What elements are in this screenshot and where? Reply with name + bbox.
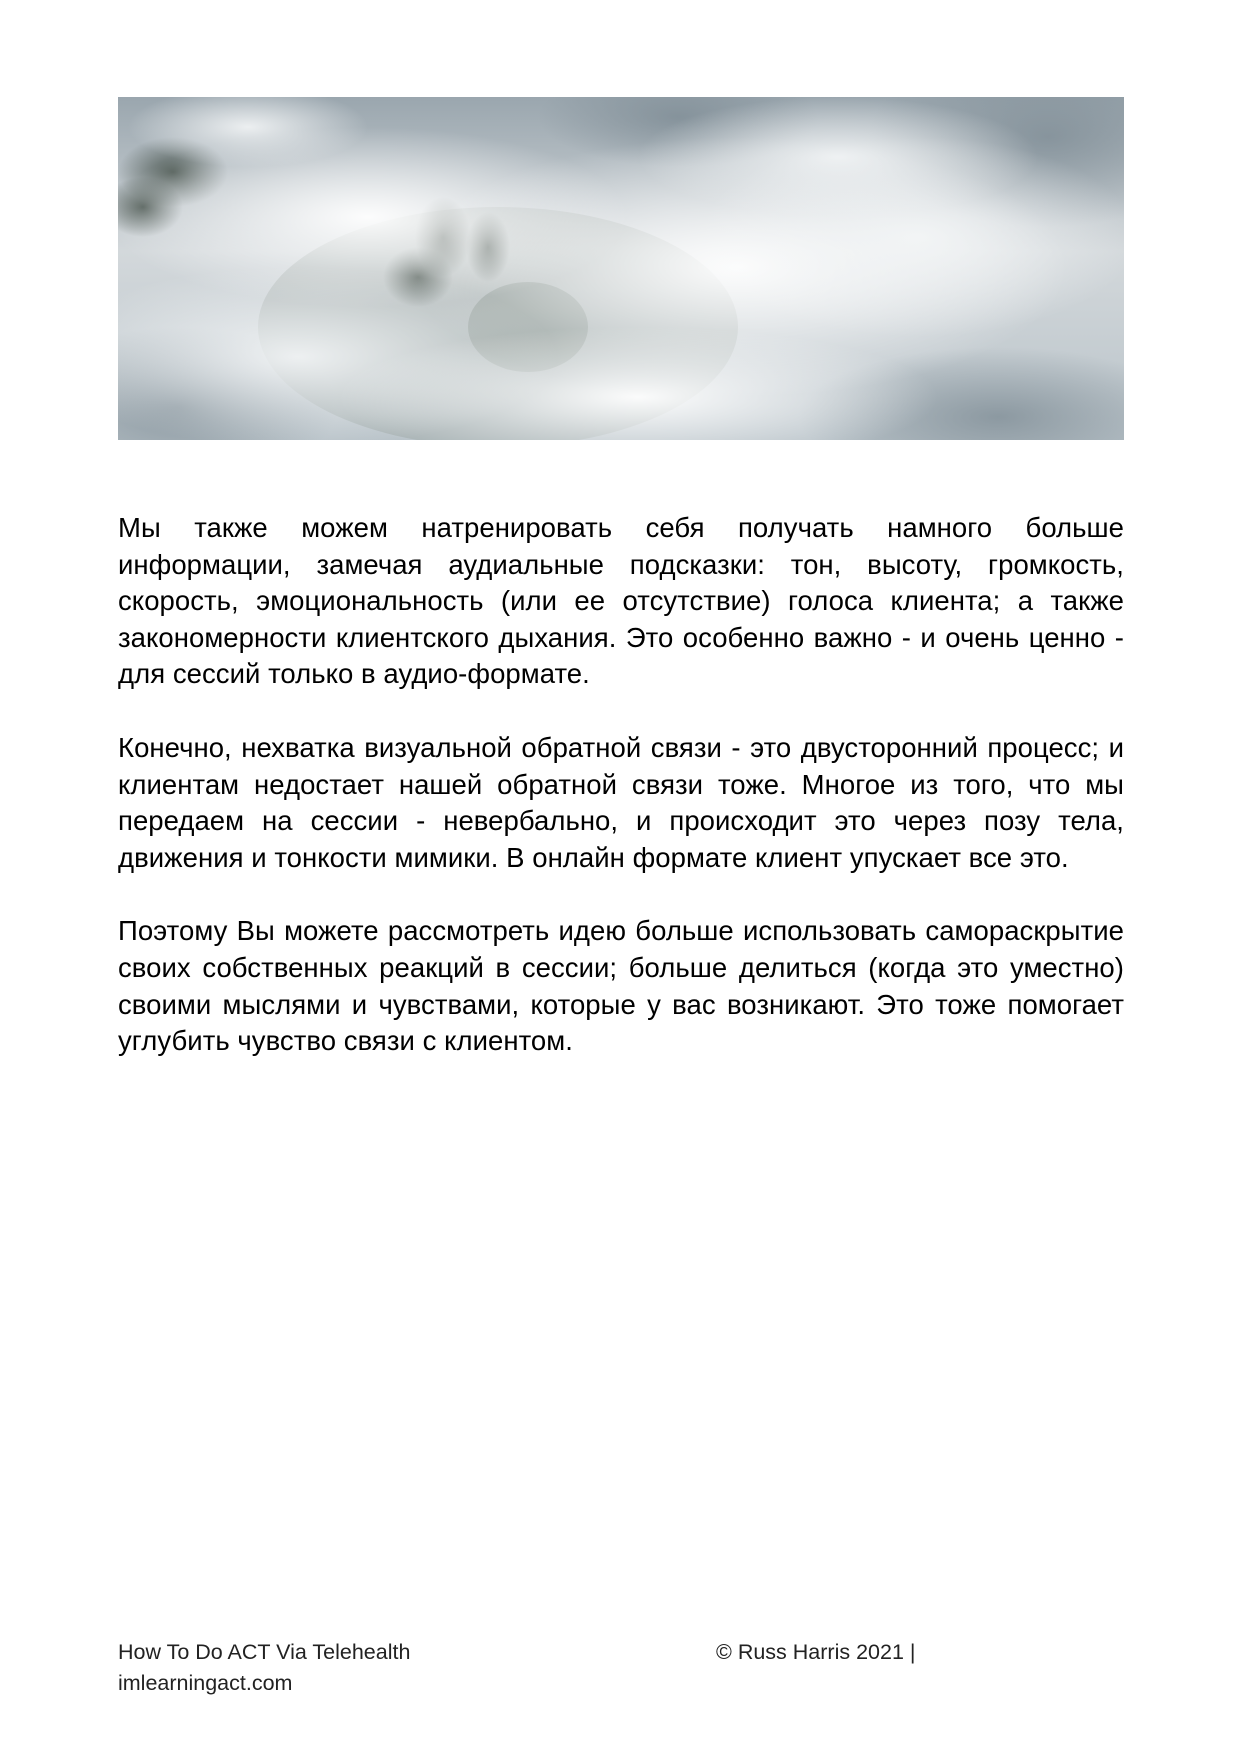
paragraph: Конечно, нехватка визуальной обратной связи - это двусторонний процесс; и клиентам недостает нашей обратной связи тоже. Многое из того, что мы передаем на сессии - невербально, и происходит это через позу тела, движения и тонкости мимики. В онлайн формате клиент упускает все это.	[118, 731, 1124, 873]
paragraph: Мы также можем натренировать себя получать намного больше информации, замечая аудиальные подсказки: тон, высоту, громкость, скорость, эмоциональность (или ее отсутствие) голоса клиента; а также закономерности клиентского дыхания. Это особенно важно - и очень ценно - для сессий только в аудио-формате.	[118, 512, 1124, 690]
misty-forest-icon	[118, 97, 1124, 440]
footer-website: imlearningact.com	[118, 1671, 293, 1695]
footer-right	[716, 1637, 915, 1668]
footer-left	[118, 1637, 410, 1699]
page-footer	[118, 1637, 1124, 1707]
paragraph: Поэтому Вы можете рассмотреть идею больше использовать самораскрытие своих собственных реакций в сессии; больше делиться (когда это уместно) своими мыслями и чувствами, которые у вас возникают. Это тоже помогает углубить чувство связи с клиентом.	[118, 915, 1124, 1057]
misty-forest-image	[118, 97, 1124, 440]
footer-title: How To Do ACT Via Telehealth	[118, 1640, 411, 1664]
footer-copyright: © Russ Harris 2021 |	[716, 1640, 916, 1664]
body-text	[118, 510, 1124, 1097]
